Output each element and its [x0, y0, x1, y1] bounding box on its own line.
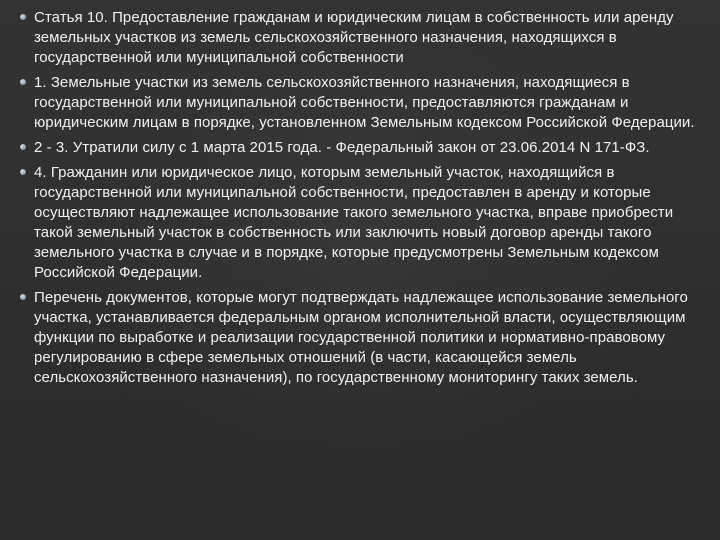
paragraph-text: Перечень документов, которые могут подтверждать надлежащее использование земельного участка, устанавливается федеральным органом исполнительной власти, осуществляющим функции по выработке и реализации государственной политики и нормативно-правовому регулированию в сфере земельных отношений (в части, касающейся земель сельскохозяйственного назначения), по государственному мониторингу таких земель.: [34, 289, 688, 386]
bullet-dot-icon: [20, 79, 34, 85]
paragraph-item: [20, 288, 700, 388]
bullet-dot-icon: [20, 294, 34, 300]
bullet-dot-icon: [20, 144, 34, 150]
paragraph-item: [20, 138, 700, 158]
paragraph-text: 2 - 3. Утратили силу с 1 марта 2015 года. - Федеральный закон от 23.06.2014 N 171-ФЗ.: [34, 139, 650, 156]
paragraph-item: [20, 8, 700, 68]
paragraph-text: Статья 10. Предоставление гражданам и юридическим лицам в собственность или аренду земельных участков из земель сельскохозяйственного назначения, находящихся в государственной или муниципальной собственности: [34, 9, 674, 66]
bullet-dot-icon: [20, 169, 34, 175]
bullet-dot-icon: [20, 14, 34, 20]
document-body: [20, 8, 700, 393]
paragraph-text: 4. Гражданин или юридическое лицо, которым земельный участок, находящийся в государственной или муниципальной собственности, предоставлен в аренду и которые осуществляют надлежащее использование такого земельного участка, вправе приобрести такой земельный участок в собственность или заключить новый договор аренды такого земельного участка в случае и в порядке, которые предусмотрены Земельным кодексом Российской Федерации.: [34, 164, 674, 281]
paragraph-item: [20, 163, 700, 283]
paragraph-item: [20, 73, 700, 133]
paragraph-text: 1. Земельные участки из земель сельскохозяйственного назначения, находящиеся в государственной или муниципальной собственности, предоставляются гражданам и юридическим лицам в порядке, установленном Земельным кодексом Российской Федерации.: [34, 74, 695, 131]
